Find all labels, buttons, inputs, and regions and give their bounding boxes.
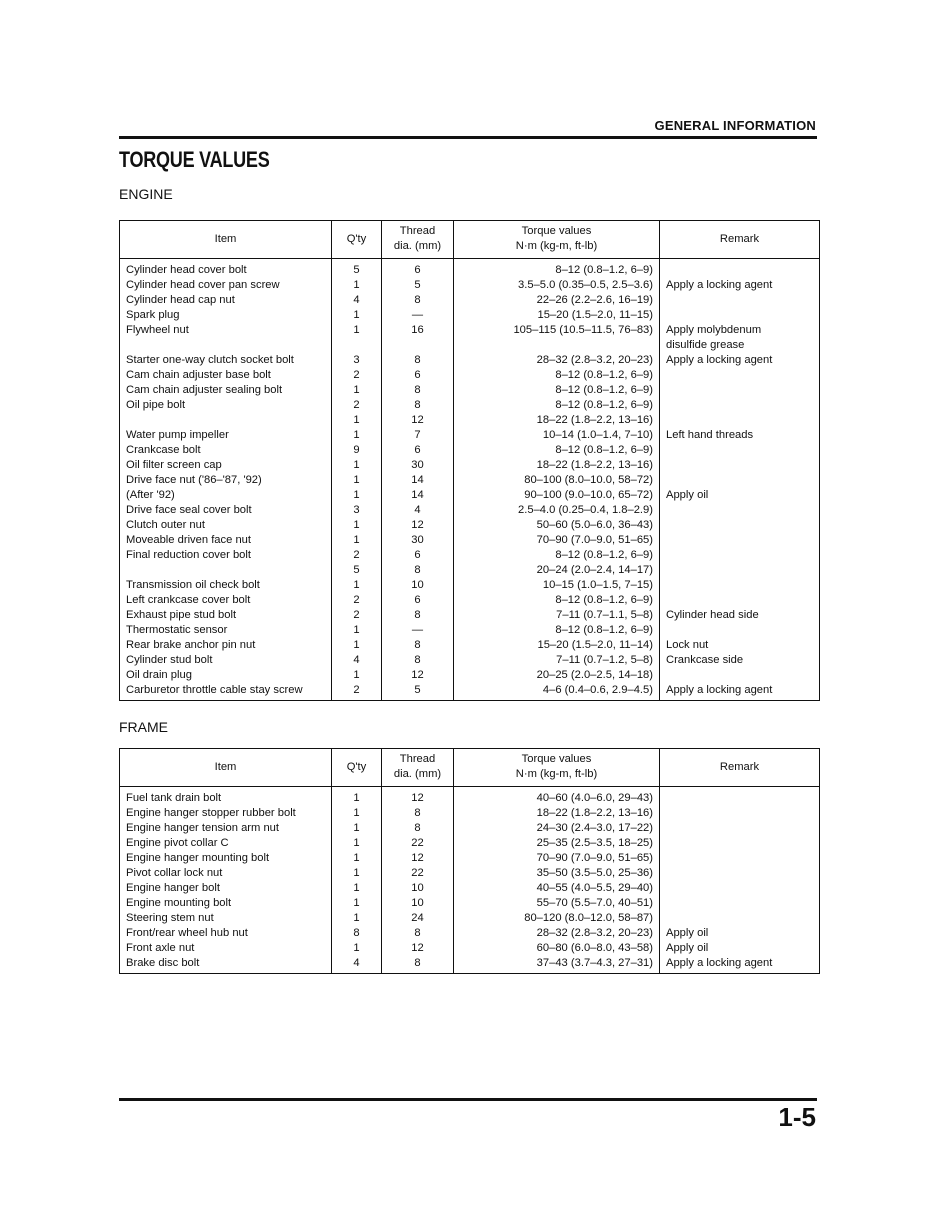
cell-remark: Apply oil xyxy=(660,488,820,503)
cell-remark xyxy=(660,548,820,563)
cell-item: Oil filter screen cap xyxy=(120,458,332,473)
col-header-torque-line2: N·m (kg-m, ft-lb) xyxy=(515,768,598,780)
cell-torque: 80–100 (8.0–10.0, 58–72) xyxy=(454,473,660,488)
cell-item: Carburetor throttle cable stay screw xyxy=(120,683,332,701)
cell-item: Thermostatic sensor xyxy=(120,623,332,638)
cell-thread: 30 xyxy=(382,533,454,548)
cell-remark xyxy=(660,881,820,896)
cell-remark: Apply oil xyxy=(660,941,820,956)
cell-thread: 8 xyxy=(382,821,454,836)
cell-torque: 7–11 (0.7–1.1, 5–8) xyxy=(454,608,660,623)
cell-thread: 5 xyxy=(382,683,454,701)
col-header-torque-line1: Torque values xyxy=(521,753,592,765)
cell-thread: 8 xyxy=(382,638,454,653)
cell-item: Engine hanger mounting bolt xyxy=(120,851,332,866)
cell-remark: Apply a locking agent xyxy=(660,956,820,974)
cell-thread: 30 xyxy=(382,458,454,473)
table-header-row xyxy=(120,221,820,259)
cell-qty: 4 xyxy=(332,653,382,668)
table-row xyxy=(120,308,820,323)
cell-remark xyxy=(660,911,820,926)
frame-torque-table xyxy=(119,748,820,974)
cell-remark: Apply a locking agent xyxy=(660,683,820,701)
cell-item: Engine hanger stopper rubber bolt xyxy=(120,806,332,821)
cell-torque: 10–15 (1.0–1.5, 7–15) xyxy=(454,578,660,593)
table-row xyxy=(120,593,820,608)
table-row xyxy=(120,653,820,668)
col-header-remark: Remark xyxy=(660,221,820,259)
table-row xyxy=(120,338,820,353)
cell-thread: 10 xyxy=(382,578,454,593)
cell-item: Cylinder head cover bolt xyxy=(120,259,332,279)
cell-item: Water pump impeller xyxy=(120,428,332,443)
cell-item: Final reduction cover bolt xyxy=(120,548,332,563)
col-header-torque-line2: N·m (kg-m, ft-lb) xyxy=(515,240,598,252)
page-number: 1-5 xyxy=(778,1102,816,1132)
table-row xyxy=(120,956,820,974)
cell-qty: 1 xyxy=(332,623,382,638)
cell-item: Rear brake anchor pin nut xyxy=(120,638,332,653)
table-row xyxy=(120,398,820,413)
header-rule xyxy=(119,136,817,139)
cell-thread: 24 xyxy=(382,911,454,926)
cell-thread xyxy=(382,338,454,353)
cell-torque: 50–60 (5.0–6.0, 36–43) xyxy=(454,518,660,533)
cell-torque: 10–14 (1.0–1.4, 7–10) xyxy=(454,428,660,443)
col-header-thread xyxy=(382,221,454,259)
cell-item: Engine hanger bolt xyxy=(120,881,332,896)
cell-qty: 1 xyxy=(332,668,382,683)
cell-torque: 24–30 (2.4–3.0, 17–22) xyxy=(454,821,660,836)
cell-thread: 7 xyxy=(382,428,454,443)
cell-qty: 1 xyxy=(332,911,382,926)
engine-table-body xyxy=(120,259,820,701)
frame-table-body xyxy=(120,787,820,974)
cell-remark xyxy=(660,293,820,308)
table-header-row xyxy=(120,749,820,787)
cell-remark xyxy=(660,518,820,533)
cell-torque: 70–90 (7.0–9.0, 51–65) xyxy=(454,533,660,548)
table-row xyxy=(120,787,820,807)
cell-item: (After '92) xyxy=(120,488,332,503)
cell-item: Drive face seal cover bolt xyxy=(120,503,332,518)
cell-item xyxy=(120,413,332,428)
cell-thread: — xyxy=(382,623,454,638)
table-row xyxy=(120,866,820,881)
col-header-torque xyxy=(454,749,660,787)
section-header-title: GENERAL INFORMATION xyxy=(654,118,816,133)
cell-item: Exhaust pipe stud bolt xyxy=(120,608,332,623)
cell-torque: 40–60 (4.0–6.0, 29–43) xyxy=(454,787,660,807)
cell-torque: 37–43 (3.7–4.3, 27–31) xyxy=(454,956,660,974)
cell-thread: 6 xyxy=(382,259,454,279)
cell-item: Drive face nut ('86–'87, '92) xyxy=(120,473,332,488)
cell-thread: 8 xyxy=(382,608,454,623)
frame-section-label: FRAME xyxy=(119,719,168,735)
cell-thread: 12 xyxy=(382,413,454,428)
cell-qty: 1 xyxy=(332,851,382,866)
table-row xyxy=(120,488,820,503)
cell-remark: Apply oil xyxy=(660,926,820,941)
cell-remark: Apply a locking agent xyxy=(660,278,820,293)
col-header-torque-line1: Torque values xyxy=(521,225,592,237)
table-row xyxy=(120,851,820,866)
col-header-qty: Q'ty xyxy=(332,221,382,259)
cell-torque: 8–12 (0.8–1.2, 6–9) xyxy=(454,368,660,383)
table-row xyxy=(120,353,820,368)
engine-section-label: ENGINE xyxy=(119,186,173,202)
cell-item: Left crankcase cover bolt xyxy=(120,593,332,608)
cell-qty: 1 xyxy=(332,488,382,503)
cell-torque: 8–12 (0.8–1.2, 6–9) xyxy=(454,548,660,563)
cell-qty: 1 xyxy=(332,278,382,293)
col-header-thread xyxy=(382,749,454,787)
cell-remark xyxy=(660,458,820,473)
table-row xyxy=(120,259,820,279)
cell-remark xyxy=(660,563,820,578)
cell-remark xyxy=(660,821,820,836)
cell-torque: 18–22 (1.8–2.2, 13–16) xyxy=(454,413,660,428)
cell-thread: 10 xyxy=(382,896,454,911)
cell-remark xyxy=(660,473,820,488)
cell-thread: 14 xyxy=(382,473,454,488)
cell-remark: Apply molybdenum xyxy=(660,323,820,338)
table-row xyxy=(120,443,820,458)
cell-qty: 2 xyxy=(332,593,382,608)
table-row xyxy=(120,458,820,473)
table-row xyxy=(120,638,820,653)
table-row xyxy=(120,881,820,896)
table-row xyxy=(120,836,820,851)
cell-torque: 105–115 (10.5–11.5, 76–83) xyxy=(454,323,660,338)
cell-thread: 8 xyxy=(382,383,454,398)
cell-torque: 15–20 (1.5–2.0, 11–15) xyxy=(454,308,660,323)
col-header-remark: Remark xyxy=(660,749,820,787)
cell-thread: — xyxy=(382,308,454,323)
cell-item: Crankcase bolt xyxy=(120,443,332,458)
cell-item: Transmission oil check bolt xyxy=(120,578,332,593)
cell-remark xyxy=(660,413,820,428)
cell-torque: 80–120 (8.0–12.0, 58–87) xyxy=(454,911,660,926)
col-header-qty: Q'ty xyxy=(332,749,382,787)
cell-torque: 2.5–4.0 (0.25–0.4, 1.8–2.9) xyxy=(454,503,660,518)
table-row xyxy=(120,518,820,533)
cell-remark xyxy=(660,623,820,638)
cell-qty: 5 xyxy=(332,563,382,578)
cell-item: Engine pivot collar C xyxy=(120,836,332,851)
cell-item: Front/rear wheel hub nut xyxy=(120,926,332,941)
col-header-torque xyxy=(454,221,660,259)
footer-rule xyxy=(119,1098,817,1101)
cell-item: Spark plug xyxy=(120,308,332,323)
cell-torque: 18–22 (1.8–2.2, 13–16) xyxy=(454,806,660,821)
cell-remark: Lock nut xyxy=(660,638,820,653)
cell-torque: 15–20 (1.5–2.0, 11–14) xyxy=(454,638,660,653)
cell-qty: 1 xyxy=(332,941,382,956)
cell-item: Cylinder head cap nut xyxy=(120,293,332,308)
cell-item: Cylinder head cover pan screw xyxy=(120,278,332,293)
cell-item xyxy=(120,563,332,578)
col-header-item: Item xyxy=(120,749,332,787)
cell-item: Steering stem nut xyxy=(120,911,332,926)
cell-thread: 12 xyxy=(382,787,454,807)
cell-thread: 6 xyxy=(382,593,454,608)
cell-item: Fuel tank drain bolt xyxy=(120,787,332,807)
cell-qty: 5 xyxy=(332,259,382,279)
table-row xyxy=(120,503,820,518)
table-row xyxy=(120,821,820,836)
cell-remark xyxy=(660,836,820,851)
cell-item: Front axle nut xyxy=(120,941,332,956)
cell-qty: 9 xyxy=(332,443,382,458)
table-row xyxy=(120,608,820,623)
cell-thread: 10 xyxy=(382,881,454,896)
cell-remark xyxy=(660,787,820,807)
cell-remark xyxy=(660,806,820,821)
cell-remark xyxy=(660,308,820,323)
table-row xyxy=(120,911,820,926)
col-header-item: Item xyxy=(120,221,332,259)
cell-qty: 8 xyxy=(332,926,382,941)
table-row xyxy=(120,578,820,593)
cell-thread: 22 xyxy=(382,836,454,851)
cell-remark xyxy=(660,503,820,518)
cell-item: Clutch outer nut xyxy=(120,518,332,533)
cell-item: Cylinder stud bolt xyxy=(120,653,332,668)
cell-torque: 8–12 (0.8–1.2, 6–9) xyxy=(454,593,660,608)
cell-thread: 8 xyxy=(382,353,454,368)
cell-thread: 8 xyxy=(382,806,454,821)
cell-item: Brake disc bolt xyxy=(120,956,332,974)
cell-remark xyxy=(660,383,820,398)
engine-torque-table xyxy=(119,220,820,701)
cell-torque: 8–12 (0.8–1.2, 6–9) xyxy=(454,259,660,279)
table-row xyxy=(120,368,820,383)
cell-thread: 8 xyxy=(382,653,454,668)
table-row xyxy=(120,533,820,548)
cell-qty: 1 xyxy=(332,458,382,473)
cell-torque: 28–32 (2.8–3.2, 20–23) xyxy=(454,353,660,368)
cell-remark xyxy=(660,578,820,593)
cell-item: Cam chain adjuster base bolt xyxy=(120,368,332,383)
cell-qty: 1 xyxy=(332,806,382,821)
cell-torque: 28–32 (2.8–3.2, 20–23) xyxy=(454,926,660,941)
cell-thread: 6 xyxy=(382,548,454,563)
cell-thread: 22 xyxy=(382,866,454,881)
cell-qty: 1 xyxy=(332,308,382,323)
cell-item: Moveable driven face nut xyxy=(120,533,332,548)
cell-torque: 60–80 (6.0–8.0, 43–58) xyxy=(454,941,660,956)
cell-qty: 1 xyxy=(332,518,382,533)
col-header-thread-line1: Thread xyxy=(399,225,436,237)
cell-torque: 40–55 (4.0–5.5, 29–40) xyxy=(454,881,660,896)
cell-item: Engine mounting bolt xyxy=(120,896,332,911)
cell-qty: 1 xyxy=(332,787,382,807)
cell-torque: 25–35 (2.5–3.5, 18–25) xyxy=(454,836,660,851)
cell-thread: 8 xyxy=(382,926,454,941)
table-row xyxy=(120,548,820,563)
cell-thread: 12 xyxy=(382,851,454,866)
cell-qty: 1 xyxy=(332,638,382,653)
cell-qty: 1 xyxy=(332,383,382,398)
cell-qty: 3 xyxy=(332,353,382,368)
cell-torque: 22–26 (2.2–2.6, 16–19) xyxy=(454,293,660,308)
cell-item: Cam chain adjuster sealing bolt xyxy=(120,383,332,398)
cell-qty: 2 xyxy=(332,608,382,623)
cell-torque: 55–70 (5.5–7.0, 40–51) xyxy=(454,896,660,911)
cell-torque: 8–12 (0.8–1.2, 6–9) xyxy=(454,623,660,638)
cell-torque: 4–6 (0.4–0.6, 2.9–4.5) xyxy=(454,683,660,701)
cell-remark: disulfide grease xyxy=(660,338,820,353)
cell-qty: 1 xyxy=(332,578,382,593)
table-row xyxy=(120,926,820,941)
table-row xyxy=(120,428,820,443)
table-row xyxy=(120,413,820,428)
cell-torque: 18–22 (1.8–2.2, 13–16) xyxy=(454,458,660,473)
cell-torque: 8–12 (0.8–1.2, 6–9) xyxy=(454,383,660,398)
table-row xyxy=(120,896,820,911)
cell-thread: 14 xyxy=(382,488,454,503)
cell-thread: 5 xyxy=(382,278,454,293)
cell-item: Oil pipe bolt xyxy=(120,398,332,413)
cell-thread: 8 xyxy=(382,956,454,974)
table-row xyxy=(120,293,820,308)
cell-thread: 8 xyxy=(382,563,454,578)
cell-thread: 12 xyxy=(382,668,454,683)
cell-torque: 3.5–5.0 (0.35–0.5, 2.5–3.6) xyxy=(454,278,660,293)
col-header-thread-line2: dia. (mm) xyxy=(393,240,442,252)
cell-thread: 6 xyxy=(382,368,454,383)
cell-torque: 35–50 (3.5–5.0, 25–36) xyxy=(454,866,660,881)
table-row xyxy=(120,941,820,956)
cell-item: Oil drain plug xyxy=(120,668,332,683)
cell-qty: 1 xyxy=(332,533,382,548)
table-row xyxy=(120,323,820,338)
cell-thread: 4 xyxy=(382,503,454,518)
cell-qty: 1 xyxy=(332,428,382,443)
col-header-thread-line2: dia. (mm) xyxy=(393,768,442,780)
cell-remark xyxy=(660,668,820,683)
cell-remark xyxy=(660,851,820,866)
cell-remark xyxy=(660,593,820,608)
cell-thread: 8 xyxy=(382,293,454,308)
cell-torque: 8–12 (0.8–1.2, 6–9) xyxy=(454,443,660,458)
cell-torque: 8–12 (0.8–1.2, 6–9) xyxy=(454,398,660,413)
cell-item: Starter one-way clutch socket bolt xyxy=(120,353,332,368)
cell-thread: 12 xyxy=(382,941,454,956)
table-row xyxy=(120,683,820,701)
cell-item: Engine hanger tension arm nut xyxy=(120,821,332,836)
cell-qty: 1 xyxy=(332,896,382,911)
table-row xyxy=(120,668,820,683)
cell-qty: 1 xyxy=(332,473,382,488)
cell-remark xyxy=(660,443,820,458)
cell-qty: 1 xyxy=(332,821,382,836)
col-header-thread-line1: Thread xyxy=(399,753,436,765)
cell-torque: 20–24 (2.0–2.4, 14–17) xyxy=(454,563,660,578)
table-row xyxy=(120,278,820,293)
cell-qty xyxy=(332,338,382,353)
cell-thread: 12 xyxy=(382,518,454,533)
cell-remark xyxy=(660,866,820,881)
cell-qty: 1 xyxy=(332,881,382,896)
cell-remark: Apply a locking agent xyxy=(660,353,820,368)
cell-thread: 6 xyxy=(382,443,454,458)
cell-remark xyxy=(660,398,820,413)
table-row xyxy=(120,563,820,578)
cell-torque: 70–90 (7.0–9.0, 51–65) xyxy=(454,851,660,866)
cell-thread: 8 xyxy=(382,398,454,413)
cell-qty: 2 xyxy=(332,548,382,563)
cell-qty: 1 xyxy=(332,323,382,338)
cell-item xyxy=(120,338,332,353)
cell-qty: 4 xyxy=(332,956,382,974)
cell-qty: 1 xyxy=(332,413,382,428)
cell-qty: 1 xyxy=(332,866,382,881)
table-row xyxy=(120,623,820,638)
cell-remark xyxy=(660,368,820,383)
cell-qty: 2 xyxy=(332,368,382,383)
cell-remark: Crankcase side xyxy=(660,653,820,668)
cell-torque xyxy=(454,338,660,353)
cell-torque: 20–25 (2.0–2.5, 14–18) xyxy=(454,668,660,683)
cell-qty: 2 xyxy=(332,398,382,413)
table-row xyxy=(120,383,820,398)
cell-remark xyxy=(660,533,820,548)
cell-qty: 4 xyxy=(332,293,382,308)
cell-thread: 16 xyxy=(382,323,454,338)
table-row xyxy=(120,806,820,821)
cell-torque: 90–100 (9.0–10.0, 65–72) xyxy=(454,488,660,503)
cell-qty: 1 xyxy=(332,836,382,851)
cell-item: Flywheel nut xyxy=(120,323,332,338)
cell-remark xyxy=(660,259,820,279)
cell-remark: Cylinder head side xyxy=(660,608,820,623)
cell-item: Pivot collar lock nut xyxy=(120,866,332,881)
page-title: TORQUE VALUES xyxy=(119,147,270,172)
table-row xyxy=(120,473,820,488)
cell-remark: Left hand threads xyxy=(660,428,820,443)
cell-torque: 7–11 (0.7–1.2, 5–8) xyxy=(454,653,660,668)
cell-qty: 2 xyxy=(332,683,382,701)
cell-remark xyxy=(660,896,820,911)
cell-qty: 3 xyxy=(332,503,382,518)
